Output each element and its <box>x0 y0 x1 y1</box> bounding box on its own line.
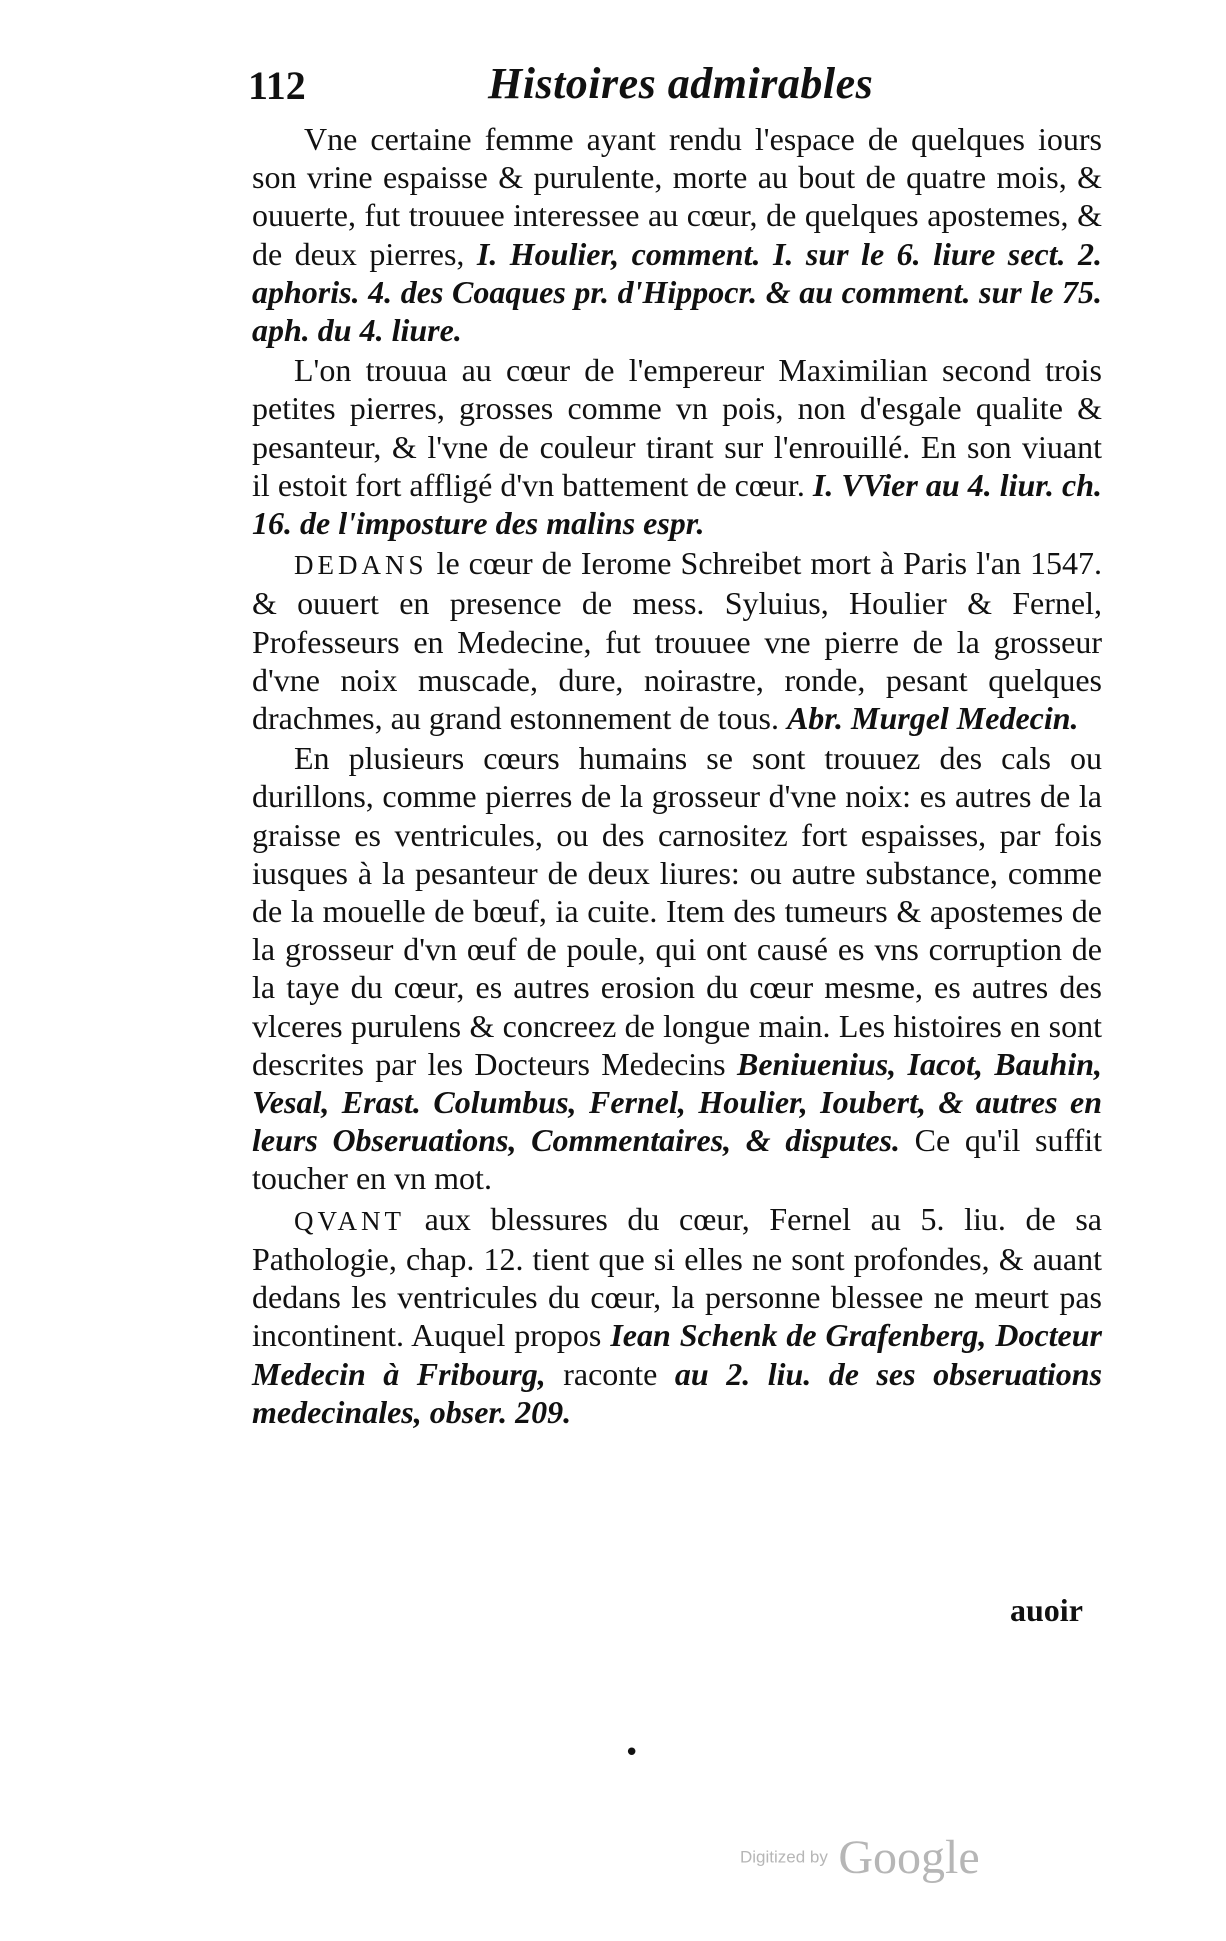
paragraph-text: le cœur de Ierome Schreibet mort à Paris l'an 1547. & ouuert en presence de mess. Syluius, Houlier & Fernel, Professeurs en Medecine, fut trouuee vne pierre de la grosseur d'vne noix muscade, dure, noirastre, ronde, pesant quelques drachmes, au grand estonnement de tous. <box>252 545 1103 737</box>
page-header <box>248 59 1128 122</box>
paragraph-text: L'on trouua au cœur de l'empereur Maximilian second trois petites pierres, grosses comme vn pois, non d'esgale qualite & pesanteur, & l'vne de couleur tirant sur l'enrouillé. En son viuant il estoit fort affligé d'vn battement de cœur. <box>252 352 1102 503</box>
citation: au 2. liu. de ses obseruations medecinales, obser. 209. <box>252 1355 1103 1430</box>
page-number: 112 <box>248 63 306 108</box>
paragraph-1 <box>252 120 1102 349</box>
watermark-prefix: Digitized by <box>740 1847 828 1867</box>
paragraph-text: Vne certaine femme ayant rendu l'espace de quelques iours son vrine espaisse & purulente, morte au bout de quatre mois, & ouuerte, fut trouuee interessee au cœur, de quelques apostemes, & de deux pierres, <box>252 121 1102 272</box>
citation: Beniuenius, Iacot, Bauhin, Vesal, Erast. Columbus, Fernel, Houlier, Ioubert, & autres en leurs Obseruations, Commentaires, & disputes. <box>252 1045 1103 1159</box>
body-text <box>252 120 1102 1433</box>
digitized-watermark <box>740 1830 980 1890</box>
paragraph-text: aux blessures du cœur, Fernel au 5. liu. de sa Pathologie, chap. 12. tient que si elles ne sont profondes, & auant dedans les ventricules du cœur, la personne blessee ne meurt pas incontinent. Auquel propos <box>252 1200 1103 1354</box>
paragraph-4 <box>252 739 1102 1197</box>
ornament-dot-icon: • <box>624 1738 640 1768</box>
paragraph-3 <box>252 544 1102 737</box>
citation: Iean Schenk de Grafenberg, Docteur Medecin à Fribourg, <box>252 1317 1103 1392</box>
paragraph-tail: raconte <box>563 1355 658 1392</box>
small-caps-lead: QVANT <box>294 1205 406 1236</box>
watermark-logo: Google <box>838 1831 980 1884</box>
paragraph-2 <box>252 351 1102 542</box>
citation: Abr. Murgel Medecin. <box>786 700 1079 737</box>
catchword: auoir <box>1010 1592 1083 1628</box>
running-title: Histoires admirables <box>488 59 874 108</box>
citation: I. VVier au 4. liur. ch. 16. de l'imposture des malins espr. <box>252 466 1103 542</box>
citation: I. Houlier, comment. I. sur le 6. liure sect. 2. aphoris. 4. des Coaques pr. d'Hippocr. & au comment. sur le 75. aph. du 4. liure. <box>252 235 1103 349</box>
paragraph-text: En plusieurs cœurs humains se sont trouuez des cals ou durillons, comme pierres de la grosseur d'vne noix: es autres de la graisse es ventricules, ou des carnositez fort espaisses, par fois iusques à la pesanteur de deux liures: ou autre substance, comme de la mouelle de bœuf, ia cuite. Item des tumeurs & apostemes de la grosseur d'vn œuf de poule, qui ont causé es vns corruption de la taye du cœur, es autres erosion du cœur mesme, es autres des vlceres purulens & concreez de longue main. Les histoires en sont descrites par les Docteurs Medecins <box>252 740 1102 1082</box>
paragraph-tail: Ce qu'il suffit toucher en vn mot. <box>252 1122 1103 1197</box>
paragraph-5 <box>252 1200 1102 1431</box>
small-caps-lead: DEDANS <box>294 550 428 581</box>
